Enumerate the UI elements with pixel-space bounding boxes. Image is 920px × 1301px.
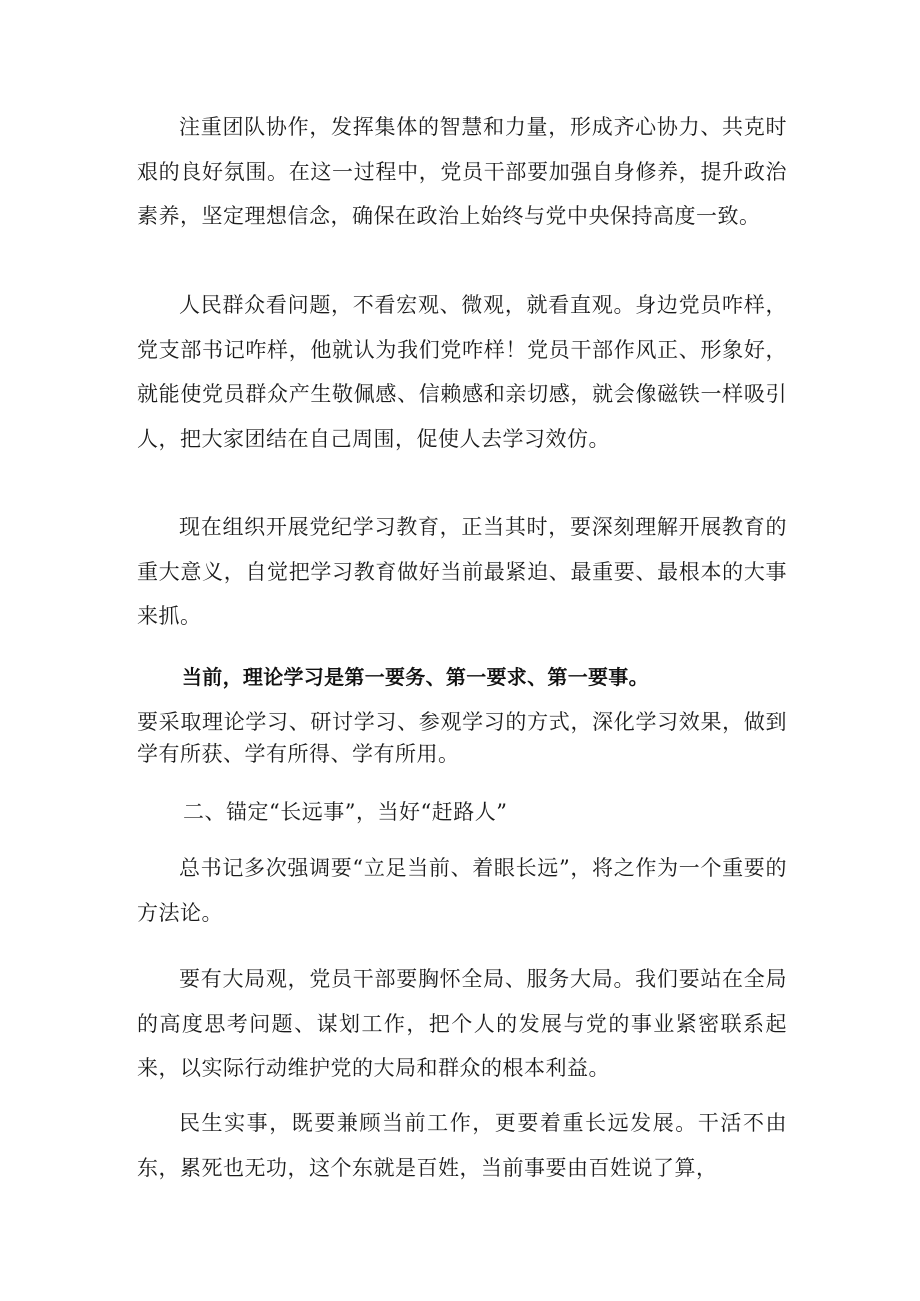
paragraph-big-picture: 要有大局观，党员干部要胸怀全局、服务大局。我们要站在全局的高度思考问题、谋划工作，把个人的发展与党的事业紧密联系起来，以实际行动维护党的大局和群众的根本利益。 — [137, 967, 787, 1080]
paragraph-study-methods: 要采取理论学习、研讨学习、参观学习的方式，深化学习效果，做到学有所获、学有所得、学有所用。 — [137, 710, 787, 766]
paragraph-livelihood: 民生实事，既要兼顾当前工作，更要着重长远发展。干活不由东，累死也无功，这个东就是百姓，当前事要由百姓说了算， — [137, 1111, 787, 1180]
paragraph-long-term-view: 总书记多次强调要“立足当前、着眼长远”，将之作为一个重要的方法论。 — [137, 856, 787, 925]
paragraph-discipline-education: 现在组织开展党纪学习教育，正当其时，要深刻理解开展教育的重大意义，自觉把学习教育做好当前最紧迫、最重要、最根本的大事来抓。 — [137, 515, 787, 628]
bold-heading-theory-study: 当前，理论学习是第一要务、第一要求、第一要事。 — [182, 665, 649, 689]
paragraph-people-view: 人民群众看问题，不看宏观、微观，就看直观。身边党员咋样，党支部书记咋样，他就认为我们党咋样！党员干部作风正、形象好，就能使党员群众产生敬佩感、信赖感和亲切感，就会像磁铁一样吸引人，把大家团结在自己周围，促使人去学习效仿。 — [137, 293, 787, 451]
section-title-two: 二、锚定“长远事”，当好“赶路人” — [183, 800, 508, 824]
paragraph-team-collaboration: 注重团队协作，发挥集体的智慧和力量，形成齐心协力、共克时艰的良好氛围。在这一过程中，党员干部要加强自身修养，提升政治素养，坚定理想信念，确保在政治上始终与党中央保持高度一致。 — [137, 115, 787, 228]
